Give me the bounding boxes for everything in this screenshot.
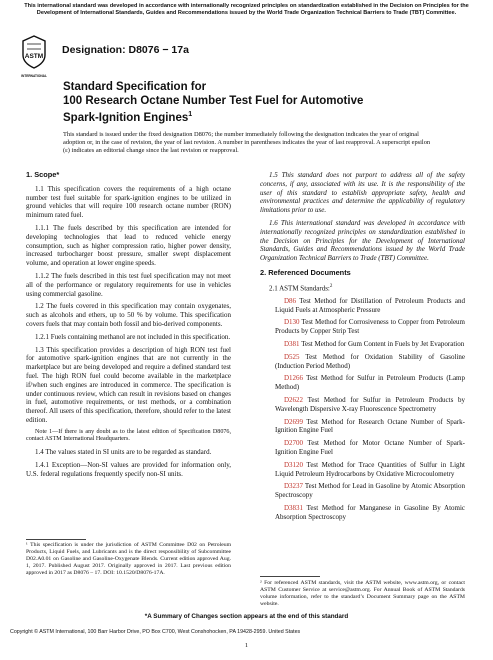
scope-heading: 1. Scope* <box>26 170 60 179</box>
reference-code-link[interactable]: D130 <box>284 318 300 327</box>
intro-note: This standard is issued under the fixed designation D8076; the number immediately following the designation indicates the year of original adoption or, in the case of revision, the year of last revision. A number in parentheses indicates the year of last reapproval. A superscript epsilon (ε) indicates an editorial change since the last revision or reapproval. <box>63 131 431 155</box>
reference-title: Test Method for Gum Content in Fuels by Jet Evaporation <box>301 340 465 349</box>
reference-title: Test Method for Lead in Gasoline by Atomic Absorption Spectroscopy <box>275 482 466 500</box>
reference-item <box>260 439 465 457</box>
para-1-1-1: 1.1.1 The fuels described by this specification are intended for developing technologies that lead to reduced vehicle energy consumption, such as higher compression ratio, higher power density, increased turbocharger boost pressure, smaller swept displacement volume, and operation at lower engine speeds. <box>26 223 231 268</box>
reference-item <box>260 482 465 500</box>
footnote-divider <box>260 576 320 577</box>
header-notice: This international standard was developed in accordance with internationally recognized principles on standardization established in the Decision on Principles for the Development of International Standards, Guides and Recommendations issued by the World Trade Organization Technical Barriers to Trade (TBT) Committee. <box>24 3 469 16</box>
page-title <box>63 80 393 125</box>
title-footnote-mark[interactable]: 1 <box>188 111 193 118</box>
para-1-2: 1.2 The fuels covered in this specification may contain oxygenates, such as alcohols and ethers, up to 50 % by volume. This specification covers fuels that may contain both fossil and bio-derived components. <box>26 302 231 328</box>
para-1-4: 1.4 The values stated in SI units are to be regarded as standard. <box>35 447 212 456</box>
designation: Designation: D8076 − 17a <box>62 44 189 56</box>
reference-code-link[interactable]: D2700 <box>284 439 304 448</box>
reference-item <box>260 504 465 522</box>
reference-code-link[interactable]: D2699 <box>284 417 304 426</box>
reference-code-link[interactable]: D381 <box>284 340 300 349</box>
reference-item <box>260 353 465 371</box>
reference-list <box>260 297 465 522</box>
footnote-2: ² For referenced ASTM standards, visit the ASTM website, www.astm.org, or contact ASTM Customer Service at service@astm.org. For Annual Book of ASTM Standards volume information, refer to the standard’s Document Summary page on the ASTM website. <box>260 580 465 608</box>
para-1-1: 1.1 This specification covers the requirements of a high octane number test fuel suitable for spark-ignition engines to be utilized in ground vehicles that will require 100 research octane number (RON) minimum rated fuel. <box>26 184 231 220</box>
title-line-1: Standard Specification for <box>63 81 207 93</box>
reference-item <box>260 396 465 414</box>
reference-item <box>260 461 465 479</box>
reference-code-link[interactable]: D3237 <box>284 482 304 491</box>
reference-item <box>260 374 465 392</box>
reference-code-link[interactable]: D525 <box>284 352 300 361</box>
left-column <box>26 171 231 482</box>
reference-title: Test Method for Oxidation Stability of Gasoline (Induction Period Method) <box>275 352 466 370</box>
para-1-2-1: 1.2.1 Fuels containing methanol are not included in this specification. <box>35 332 231 341</box>
reference-title: Test Method for Research Octane Number of Spark-Ignition Engine Fuel <box>275 417 466 435</box>
reference-code-link[interactable]: D1266 <box>284 374 304 383</box>
reference-title: Test Method for Sulfur in Petroleum Products (Lamp Method) <box>275 374 465 392</box>
footnote-divider <box>26 539 86 540</box>
para-1-1-2: 1.1.2 The fuels described in this test fuel specification may not meet all of the performance or regulatory requirements for use in vehicles using commercial gasoline. <box>26 271 231 298</box>
para-1-4-1: 1.4.1 Exception—Non-SI values are provided for information only, U.S. federal regulations frequently specify non-SI units. <box>26 460 231 478</box>
reference-item <box>260 297 465 315</box>
right-column <box>260 171 465 526</box>
footnote-1: ¹ This specification is under the jurisdiction of ASTM Committee D02 on Petroleum Products, Liquid Fuels, and Lubricants and is the direct responsibility of Subcommittee D02.A0.01 on Gasoline and Gasoline-Oxygenate Blends. Current edition approved Aug. 1, 2017. Published August 2017. Originally approved in 2017. Last previous edition approved in 2017 as D8076 – 17. DOI: 10.1520/D8076-17A. <box>26 542 231 577</box>
reference-item <box>260 418 465 436</box>
astm-logo-icon <box>21 35 47 78</box>
refs-heading: 2. Referenced Documents <box>260 267 351 277</box>
reference-item <box>260 340 465 349</box>
page-number: 1 <box>244 642 249 649</box>
reference-title: Test Method for Distillation of Petroleum Products and Liquid Fuels at Atmospheric Pressure <box>275 296 465 314</box>
reference-code-link[interactable]: D86 <box>284 296 297 305</box>
reference-code-link[interactable]: D2622 <box>284 396 304 405</box>
para-1-5: 1.5 This standard does not purport to address all of the safety concerns, if any, associated with its use. It is the responsibility of the user of this standard to establish appropriate safety, health and environmental practices and determine the applicability of regulatory limitations prior to use. <box>260 171 465 215</box>
refs-footnote-mark[interactable]: 2 <box>329 283 333 289</box>
para-1-6: 1.6 This international standard was developed in accordance with internationally recognized principles on standardization established in the Decision on Principles for the Development of International Standards, Guides and Recommendations issued by the World Trade Organization Technical Barriers to Trade (TBT) Committee. <box>260 218 465 263</box>
reference-title: Test Method for Manganese in Gasoline By Atomic Absorption Spectroscopy <box>275 504 466 521</box>
logo-text: ASTM <box>24 53 44 60</box>
reference-title: Test Method for Motor Octane Number of Spark-Ignition Engine Fuel <box>275 439 465 457</box>
summary-of-changes-note: *A Summary of Changes section appears at the end of this standard <box>144 613 349 620</box>
reference-title: Test Method for Corrosiveness to Copper from Petroleum Products by Copper Strip Test <box>275 318 465 336</box>
para-2-1: 2.1 ASTM Standards:$^2$ <box>269 283 333 293</box>
logo-subtext: INTERNATIONAL <box>21 74 47 78</box>
para-1-3: 1.3 This specification provides a description of high RON test fuel for automotive spark-ignition engines that are not currently in the marketplace but are being developed and require a defined standard test fuel. The high RON fuel could become available in the marketplace if/when such engines are introduced in commerce. The specification is under continuous review, which can result in revisions based on changes in fuel, automotive requirements, or test methods, or a combination thereof. All users of this specification, therefore, should refer to the latest edition. <box>26 345 231 424</box>
reference-title: Test Method for Sulfur in Petroleum Products by Wavelength Dispersive X-ray Fluorescence Spectrometry <box>275 396 466 413</box>
reference-title: Test Method for Trace Quantities of Sulfur in Light Liquid Petroleum Hydrocarbons by Oxidative Microcoulometry <box>275 460 465 478</box>
title-line-2: 100 Research Octane Number Test Fuel for Automotive <box>63 95 364 107</box>
note-1: Note 1—If there is any doubt as to the latest edition of Specification D8076, contact ASTM International Headquarters. <box>26 428 231 443</box>
reference-code-link[interactable]: D3831 <box>284 504 304 513</box>
reference-item <box>260 318 465 336</box>
title-line-3: Spark-Ignition Engines$^1$ <box>63 111 193 124</box>
reference-code-link[interactable]: D3120 <box>284 460 304 469</box>
copyright: Copyright © ASTM International, 100 Barr Harbor Drive, PO Box C700, West Conshohocken, PA 19428-2959. United States <box>10 629 301 635</box>
